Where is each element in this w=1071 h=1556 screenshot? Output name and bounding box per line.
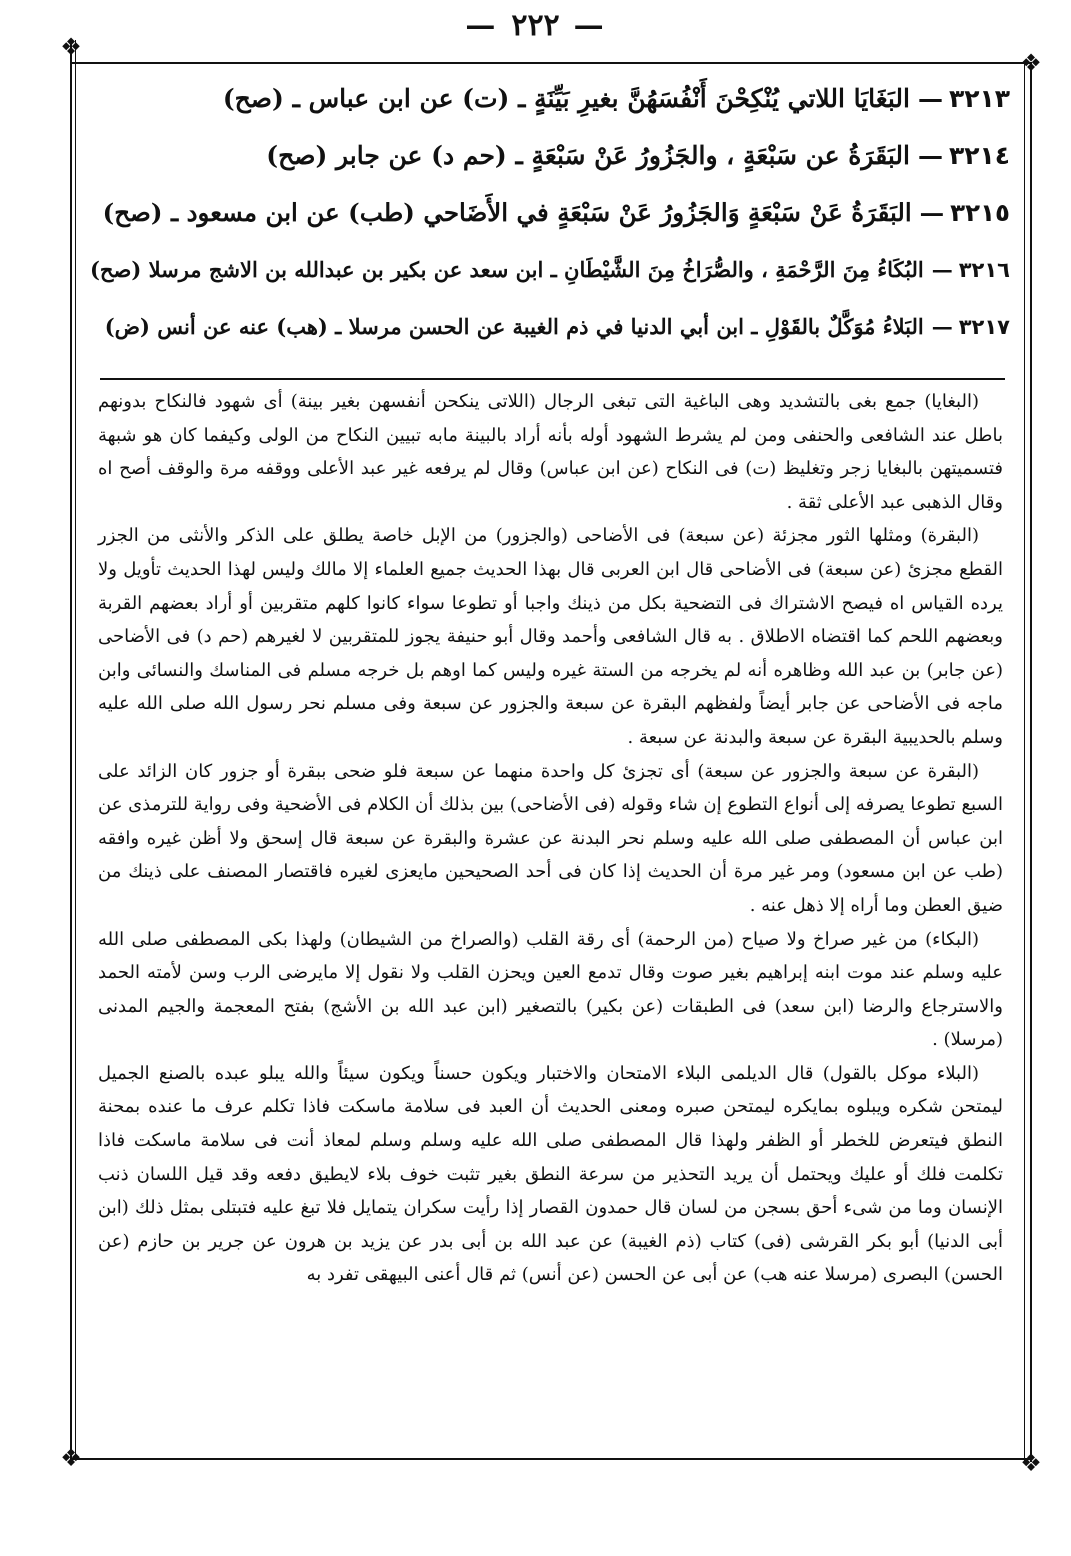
commentary-paragraph: (البقرة عن سبعة والجزور عن سبعة) أى تجزئ كل واحدة منهما عن سبعة فلو ضحى ببقرة أو جزور كان الزائد على السبع تطوعا يصرفه إلى أنواع التطوع إن شاء وقوله (فى الأضاحى) بين بذلك أن الكلام فى الأضحية وفى رواية للترمذى عن ابن عباس أن المصطفى صلى الله عليه وسلم نحر البدنة عن عشرة والبقرة عن سبعة قال إسحق ولا أظن غيره وافقه (طب عن ابن مسعود) ومر غير مرة أن الحديث إذا كان فى أحد الصحيحين مايعزى لغيره فاقتصار المصنف على ذينك من ضيق العطن وما أراه إلا ذهل عنه . (98, 760, 1003, 916)
hadith-number: ٣٢١٥ (950, 198, 1010, 227)
section-separator (100, 378, 1005, 380)
frame-left-inner-border (75, 40, 76, 1460)
hadith-text: البُكَاءُ مِنَ الرَّحْمَةِ ، والصُّرَاخُ مِنَ الشَّيْطَانِ ـ ابن سعد عن بكير بن عبدالله بن الاشج مرسلا (صح) (90, 257, 924, 282)
hadith-text: البَغَايَا اللاتي يُنْكِحْنَ أَنْفُسَهُنَّ بغيرِ بَيِّنَةٍ ـ (ت) عن ابن عباس ـ (صح) (222, 84, 910, 113)
hadith-entry (90, 241, 1010, 298)
page-number-dash-left: — (465, 8, 498, 43)
frame-top-border (70, 62, 1030, 64)
page-number-value: ٢٢٢ (511, 8, 560, 43)
frame-right-border (1030, 62, 1032, 1462)
hadith-dash: — (917, 141, 943, 170)
hadith-text: البَقَرَةُ عن سَبْعَةٍ ، والجَزُورُ عَنْ سَبْعَةٍ ـ (حم د) عن جابر (صح) (266, 141, 910, 170)
frame-left-border (70, 40, 72, 1460)
hadith-number: ٣٢١٣ (948, 84, 1010, 113)
hadith-number: ٣٢١٦ (958, 257, 1010, 282)
corner-ornament-icon: ❖ (60, 33, 82, 61)
commentary-paragraph: (البكاء) من غير صراخ ولا صياح (من الرحمة) أى رقة القلب (والصراخ من الشيطان) ولهذا بكى المصطفى صلى الله عليه وسلم عند موت ابنه إبراهيم بغير صوت وقال تدمع العين ويحزن القلب ولا نقول إلا مايرضى الرب وسن لأمته الحمد والاسترجاع والرضا (ابن سعد) فى الطبقات (عن بكير) بالتصغير (ابن عبد الله بن الأشج) بفتح المعجمة والجيم المدنى (مرسلا) . (98, 928, 1003, 1051)
corner-ornament-icon: ❖ (60, 1444, 82, 1472)
hadith-dash: — (919, 198, 945, 227)
commentary-paragraph: (البقرة) ومثلها الثور مجزئة (عن سبعة) فى الأضاحى (والجزور) من الإبل خاصة يطلق على الذكر والأنثى من الجزر القطع مجزئ (عن سبعة) فى الأضاحى قال ابن العربى قال بهذا الحديث جميع العلماء إلا مالك وليس لهذا الحديث تأويل ولا يرده القياس اه فيصح الاشتراك فى التضحية بكل من ذينك واجبا أو تطوعا سواء كانوا كلهم متقربين أو أراد بعضهم القربة وبعضهم اللحم كما اقتضاه الاطلاق . به قال الشافعى وأحمد وقال أبو حنيفة يجوز للمتقربين لا لغيرهم (حم د) فى الأضاحى (عن جابر) بن عبد الله وظاهره أنه لم يخرجه من الستة غيره وليس كما اوهم بل خرجه مسلم فى المناسك والنسائى وابن ماجه فى الأضاحى عن جابر أيضاً ولفظهم البقرة عن سبعة والجزور عن سبعة وفى مسلم نحر رسول الله صلى الله عليه وسلم بالحديبية البقرة عن سبعة والبدنة عن سبعة . (98, 525, 1003, 748)
commentary-paragraph: (البغايا) جمع بغى بالتشديد وهى الباغية التى تبغى الرجال (اللاتى ينكحن أنفسهن بغير بينة) أى شهود فالنكاح بدونهم باطل عند الشافعى والحنفى ومن لم يشرط الشهود أوله بأنه أراد بالبينة مابه تبيين النكاح من الولى وكيفما كان هو شبهة فتسميتهن بالبغايا زجر وتغليظ (ت) فى النكاح (عن ابن عباس) وقال لم يرفعه غير عبد الأعلى ووقفه مرة والوقف أصح اه وقال الذهبى عبد الأعلى ثقة . (98, 391, 1003, 513)
page-number-dash-right: — (573, 8, 606, 43)
hadith-entry (90, 70, 1010, 127)
hadith-list (90, 70, 1010, 355)
hadith-entry (90, 127, 1010, 184)
hadith-text: البَلاءُ مُوَكَّلٌ بالقَوْلِ ـ ابن أبي الدنيا في ذم الغيبة عن الحسن مرسلا ـ (هب) عنه عن أنس (ض) (104, 314, 924, 339)
hadith-dash: — (931, 314, 953, 339)
page-number (0, 8, 1071, 43)
hadith-entry (90, 184, 1010, 241)
hadith-entry (90, 298, 1010, 355)
corner-ornament-icon: ❖ (1020, 1449, 1042, 1477)
hadith-dash: — (931, 257, 953, 282)
commentary-paragraph: (البلاء موكل بالقول) قال الديلمى البلاء الامتحان والاختبار ويكون حسناً ويكون سيئاً والله يبلو عبده بالصنع الجميل ليمتحن شكره ويبلوه بمايكره ليمتحن صبره ومعنى الحديث أن العبد فى سلامة ماسكت فاذا تكلم عرف ما عنده بمحنة النطق فيتعرض للخطر أو الظفر ولهذا قال المصطفى صلى الله عليه وسلم وسلم لمعاذ أنت فى سلامة ماسكت فاذا تكلمت فلك أو عليك ويحتمل أن يريد التحذير من سرعة النطق بغير تثبت خوف بلاء لايطيق دفعه وقد قيل اللسان ذنب الإنسان وما من شىء أحق بسجن من لسان قال حمدون القصار إذا رأيت سكران يتمايل فلا تبغ عليه فتبتلى بمثل ذلك (ابن أبى الدنيا) أبو بكر القرشى (فى) كتاب (ذم الغيبة) عن عبد الله بن أبى بدر عن يزيد بن هرون عن جرير بن حازم (عن الحسن) البصرى (مرسلا عنه هب) عن أبى عن الحسن (عن أنس) ثم قال أعنى البيهقى تفرد به (98, 1062, 1003, 1286)
frame-bottom-border (70, 1458, 1030, 1460)
hadith-number: ٣٢١٤ (948, 141, 1010, 170)
hadith-number: ٣٢١٧ (958, 314, 1010, 339)
commentary-section (98, 385, 1003, 1292)
hadith-dash: — (917, 84, 943, 113)
frame-right-inner-border (1024, 62, 1025, 1462)
corner-ornament-icon: ❖ (1020, 49, 1042, 77)
hadith-text: البَقَرَةُ عَنْ سَبْعَةٍ وَالجَزُورُ عَنْ سَبْعَةٍ في الأَضَاحي (طب) عن ابن مسعود ـ (صح) (102, 198, 912, 227)
